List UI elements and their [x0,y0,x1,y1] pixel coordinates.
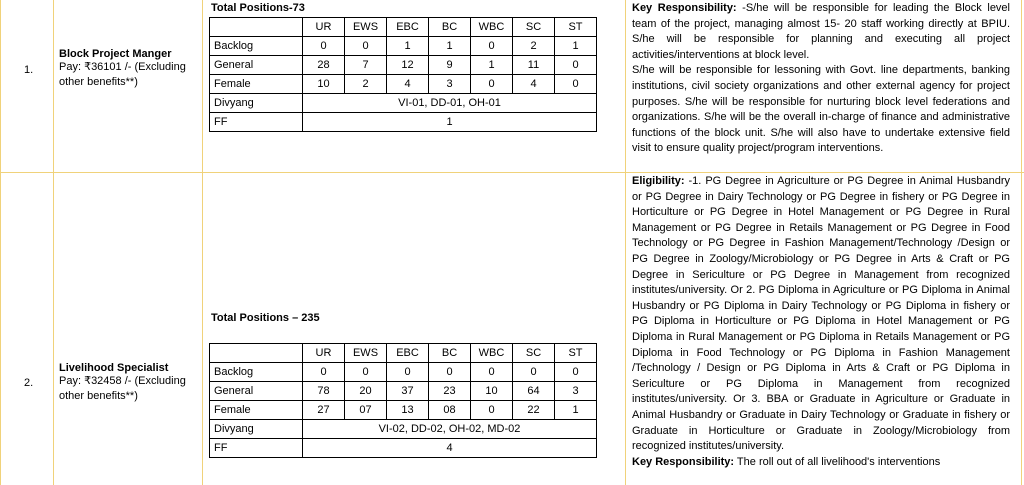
table-cell: 4 [513,75,555,94]
table-cell: 0 [471,363,513,382]
grid-line [1021,0,1022,485]
table-cell: 3 [429,75,471,94]
column-header: EBC [387,344,429,363]
column-header: SC [513,18,555,37]
table-cell: 12 [387,56,429,75]
table-cell: 0 [345,37,387,56]
table-row [210,401,597,420]
table-cell: 0 [555,75,597,94]
grid-line [202,0,203,485]
column-header: BC [429,344,471,363]
table-row [210,439,597,458]
positions-table [209,17,597,132]
table-cell: 0 [555,363,597,382]
table-cell: 1 [555,37,597,56]
table-cell: 0 [471,37,513,56]
description-text: The roll out of all livelihood's interventions [734,455,941,468]
row-label: General [210,56,303,75]
pay-line: other benefits**) [59,390,138,402]
table-cell: 3 [555,382,597,401]
total-positions: Total Positions – 235 [211,312,320,324]
table-cell: 1 [429,37,471,56]
grid-line [625,0,626,485]
table-cell: 64 [513,382,555,401]
table-cell: 0 [303,363,345,382]
column-header: BC [429,18,471,37]
ff-value: 1 [303,113,597,132]
table-header-row [210,344,597,363]
table-cell: 0 [471,75,513,94]
post-cell [59,362,199,404]
table-cell: 37 [387,382,429,401]
description-text: -1. PG Degree in Agriculture or PG Degree in Animal Husbandry or PG Degree in Dairy Technology or PG Degree in fishery or PG Degree in Horticulture or PG Degree in Hotel Management or PG Degree in Rural Management or PG Degree in Retails Management or PG Degree in Food Technology or PG Degree in Fashion Management/Technology /Design or PG Degree in Zoology/Microbiology or PG Degree in Arts & Craft or PG Degree in Sericulture or PG Degree in Management from recognized institutes/university. Or 2. PG Diploma in Agriculture or PG Diploma in Animal Husbandry or PG Diploma in Dairy Technology or PG Diploma in fishery or PG Diploma in Horticulture or PG Diploma in Hotel Management or PG Diploma in Rural Management or PG Diploma in Retails Management or PG Diploma in Food Technology or PG Diploma in Fashion Management /Technology / Design or PG Diploma in Arts & Craft or PG Diploma in Sericulture or PG Diploma in Management from recognized institutes/university. Or 3. BBA or Graduate in Agriculture or Graduate in Animal Husbandry or Graduate in Dairy Technology or Graduate in fishery or Graduate in Horticulture or Graduate in Zoology/Microbiology from recognized institutes/university. [632,175,1010,453]
post-title: Block Project Manger [59,48,172,60]
description-paragraph [632,455,1010,471]
column-header: EBC [387,18,429,37]
table-cell: 2 [345,75,387,94]
table-row [210,420,597,439]
table-cell: 1 [555,401,597,420]
grid-line [0,0,1,485]
description-cell [632,174,1010,470]
column-header: EWS [345,344,387,363]
table-cell: 23 [429,382,471,401]
row-label: Female [210,401,303,420]
post-title: Livelihood Specialist [59,362,169,374]
serial-number: 1. [24,64,34,76]
table-cell: 0 [471,401,513,420]
table-cell: 08 [429,401,471,420]
table-cell: 0 [345,363,387,382]
row-divider [0,172,1024,173]
column-header: ST [555,18,597,37]
table-row [210,113,597,132]
table-cell: 07 [345,401,387,420]
pay-line: Pay: ₹32458 /- (Excluding [59,375,186,387]
table-cell: 0 [429,363,471,382]
row-label: Female [210,75,303,94]
description-paragraph [632,174,1010,455]
column-header: ST [555,344,597,363]
row-label: Divyang [210,94,303,113]
description-paragraph [632,1,1010,63]
table-cell: 9 [429,56,471,75]
description-heading: Key Responsibility: [632,455,735,468]
row-label: General [210,382,303,401]
table-cell [210,18,303,37]
description-paragraph: S/he will be responsible for lessoning with Govt. line departments, banking institutions, civil society organizations and other external agency for project purposes. S/he will be responsible for nurturing block level federations and organizations. S/he will be the overall in-charge of finance and administrative functions of the block unit. S/he will also have to undertake extensive field visit to ensure quality project/program interventions. [632,64,1010,155]
table-cell [210,344,303,363]
table-cell: 22 [513,401,555,420]
table-cell: 11 [513,56,555,75]
row-label: Backlog [210,37,303,56]
serial-number: 2. [24,377,34,389]
table-cell: 0 [303,37,345,56]
description-cell [632,1,1010,157]
table-cell: 4 [387,75,429,94]
column-header: EWS [345,18,387,37]
table-cell: 0 [555,56,597,75]
column-header: UR [303,344,345,363]
table-row [210,56,597,75]
column-header: WBC [471,344,513,363]
table-row [210,382,597,401]
table-cell: 78 [303,382,345,401]
table-cell: 10 [471,382,513,401]
table-cell: 20 [345,382,387,401]
divyang-value: VI-01, DD-01, OH-01 [303,94,597,113]
description-text: -S/he will be responsible for leading the Block level team of the project, managing almost 15- 20 staff working directly at BPIU. S/he will be responsible for planning and executing all project activities/interventions at block level. [632,2,1010,61]
pay-line: other benefits**) [59,76,138,88]
row-label: Backlog [210,363,303,382]
table-cell: 0 [387,363,429,382]
table-cell: 10 [303,75,345,94]
divyang-value: VI-02, DD-02, OH-02, MD-02 [303,420,597,439]
post-cell [59,48,199,90]
ff-value: 4 [303,439,597,458]
table-row [210,363,597,382]
row-label: Divyang [210,420,303,439]
table-row [210,75,597,94]
column-header: UR [303,18,345,37]
table-row [210,37,597,56]
table-cell: 7 [345,56,387,75]
table-row [210,94,597,113]
table-cell: 1 [471,56,513,75]
table-cell: 27 [303,401,345,420]
table-cell: 13 [387,401,429,420]
column-header: WBC [471,18,513,37]
table-cell: 2 [513,37,555,56]
pay-line: Pay: ₹36101 /- (Excluding [59,61,186,73]
grid-line [53,0,54,485]
column-header: SC [513,344,555,363]
description-heading: Eligibility: [632,175,685,187]
positions-table [209,343,597,458]
table-header-row [210,18,597,37]
table-cell: 1 [387,37,429,56]
description-heading: Key Responsibility: [632,2,737,14]
table-cell: 0 [513,363,555,382]
row-label: FF [210,113,303,132]
total-positions: Total Positions-73 [211,2,305,14]
row-label: FF [210,439,303,458]
table-cell: 28 [303,56,345,75]
